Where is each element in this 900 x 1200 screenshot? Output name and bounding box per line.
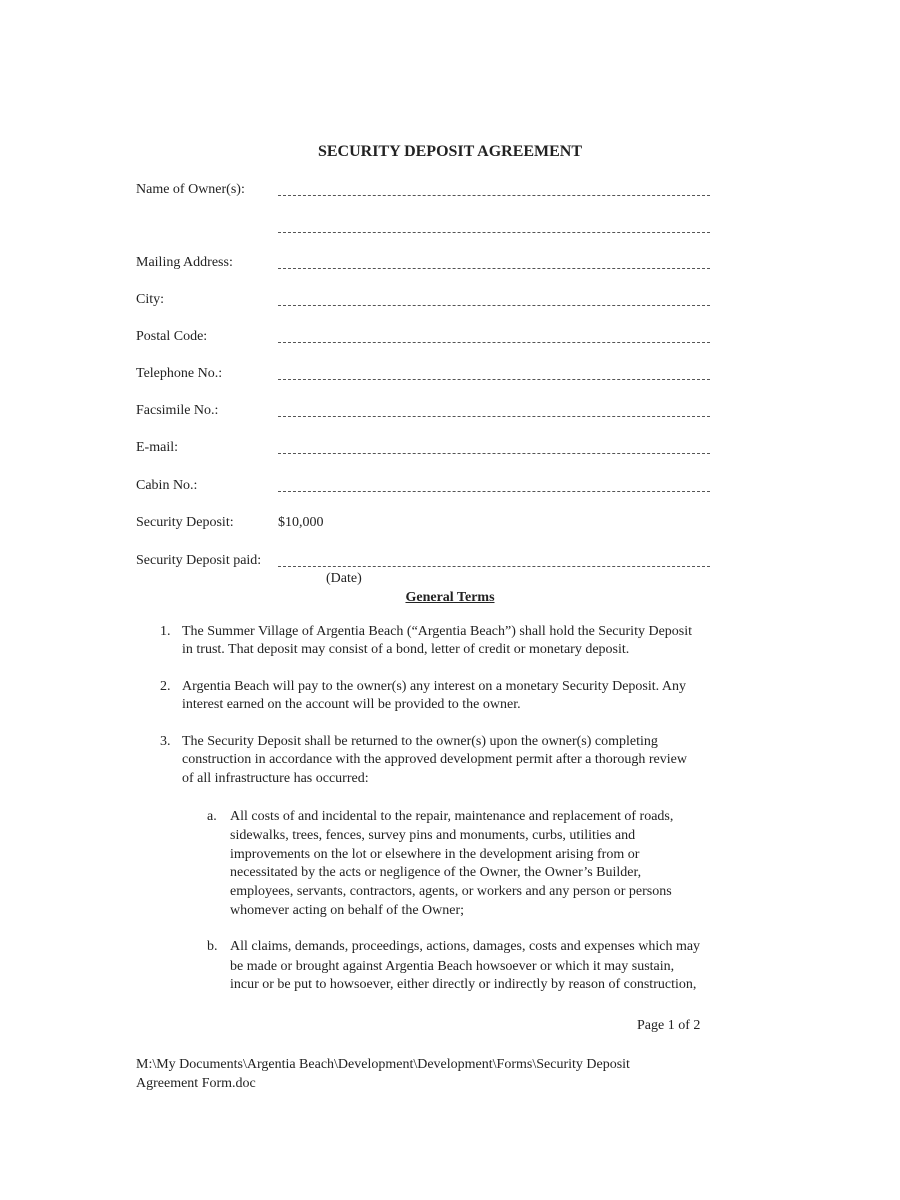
term-text-line: interest earned on the account will be provided to the owner. xyxy=(182,697,521,712)
name-of-owner-s-field[interactable] xyxy=(278,195,710,196)
term-text-line: Argentia Beach will pay to the owner(s) any interest on a monetary Security Deposit. Any xyxy=(182,679,686,694)
subterm-text-line: All costs of and incidental to the repair, maintenance and replacement of roads, xyxy=(230,809,674,824)
security-deposit-paid-field[interactable] xyxy=(278,566,710,567)
subterm-text-line: improvements on the lot or elsewhere in the development arising from or xyxy=(230,847,640,862)
date-caption: (Date) xyxy=(326,571,362,586)
subterm-letter: a. xyxy=(207,809,217,824)
term-number: 3. xyxy=(160,734,171,749)
term-text-line: in trust. That deposit may consist of a bond, letter of credit or monetary deposit. xyxy=(182,642,630,657)
owner-name-second-line[interactable] xyxy=(278,232,710,233)
document-title: SECURITY DEPOSIT AGREEMENT xyxy=(317,143,583,160)
name-of-owner-s-label: Name of Owner(s): xyxy=(136,182,245,197)
subterm-text-line: employees, servants, contractors, agents, or workers and any person or persons xyxy=(230,884,672,899)
term-text-line: construction in accordance with the approved development permit after a thorough review xyxy=(182,752,687,767)
cabin-no-label: Cabin No.: xyxy=(136,478,198,493)
term-text-line: of all infrastructure has occurred: xyxy=(182,771,369,786)
telephone-no-field[interactable] xyxy=(278,379,710,380)
subterm-letter: b. xyxy=(207,939,218,954)
telephone-no-label: Telephone No.: xyxy=(136,366,223,381)
city-field[interactable] xyxy=(278,305,710,306)
subterm-text-line: All claims, demands, proceedings, actions, damages, costs and expenses which may xyxy=(230,939,701,954)
e-mail-label: E-mail: xyxy=(136,440,178,455)
security-deposit-label: Security Deposit: xyxy=(136,515,234,530)
page-number: Page 1 of 2 xyxy=(637,1018,701,1033)
city-label: City: xyxy=(136,292,165,307)
e-mail-field[interactable] xyxy=(278,453,710,454)
facsimile-no-field[interactable] xyxy=(278,416,710,417)
security-deposit-value: $10,000 xyxy=(278,515,324,530)
postal-code-field[interactable] xyxy=(278,342,710,343)
subterm-text-line: incur or be put to howsoever, either directly or indirectly by reason of construction, xyxy=(230,977,697,992)
footer-path-line: Agreement Form.doc xyxy=(136,1076,256,1091)
security-deposit-paid-label: Security Deposit paid: xyxy=(136,553,262,568)
term-number: 1. xyxy=(160,624,171,639)
mailing-address-label: Mailing Address: xyxy=(136,255,233,270)
subterm-text-line: sidewalks, trees, fences, survey pins and monuments, curbs, utilities and xyxy=(230,828,636,843)
facsimile-no-label: Facsimile No.: xyxy=(136,403,219,418)
subterm-text-line: be made or brought against Argentia Beach howsoever or which it may sustain, xyxy=(230,959,675,974)
postal-code-label: Postal Code: xyxy=(136,329,208,344)
subterm-text-line: necessitated by the acts or negligence of the Owner, the Owner’s Builder, xyxy=(230,865,642,880)
cabin-no-field[interactable] xyxy=(278,491,710,492)
mailing-address-field[interactable] xyxy=(278,268,710,269)
term-text-line: The Security Deposit shall be returned to the owner(s) upon the owner(s) completing xyxy=(182,734,658,749)
general-terms-heading: General Terms xyxy=(405,590,495,605)
term-text-line: The Summer Village of Argentia Beach (“Argentia Beach”) shall hold the Security Deposit xyxy=(182,624,693,639)
term-number: 2. xyxy=(160,679,171,694)
footer-path-line: M:\My Documents\Argentia Beach\Development\Development\Forms\Security Deposit xyxy=(136,1057,630,1072)
subterm-text-line: whomever acting on behalf of the Owner; xyxy=(230,903,465,918)
